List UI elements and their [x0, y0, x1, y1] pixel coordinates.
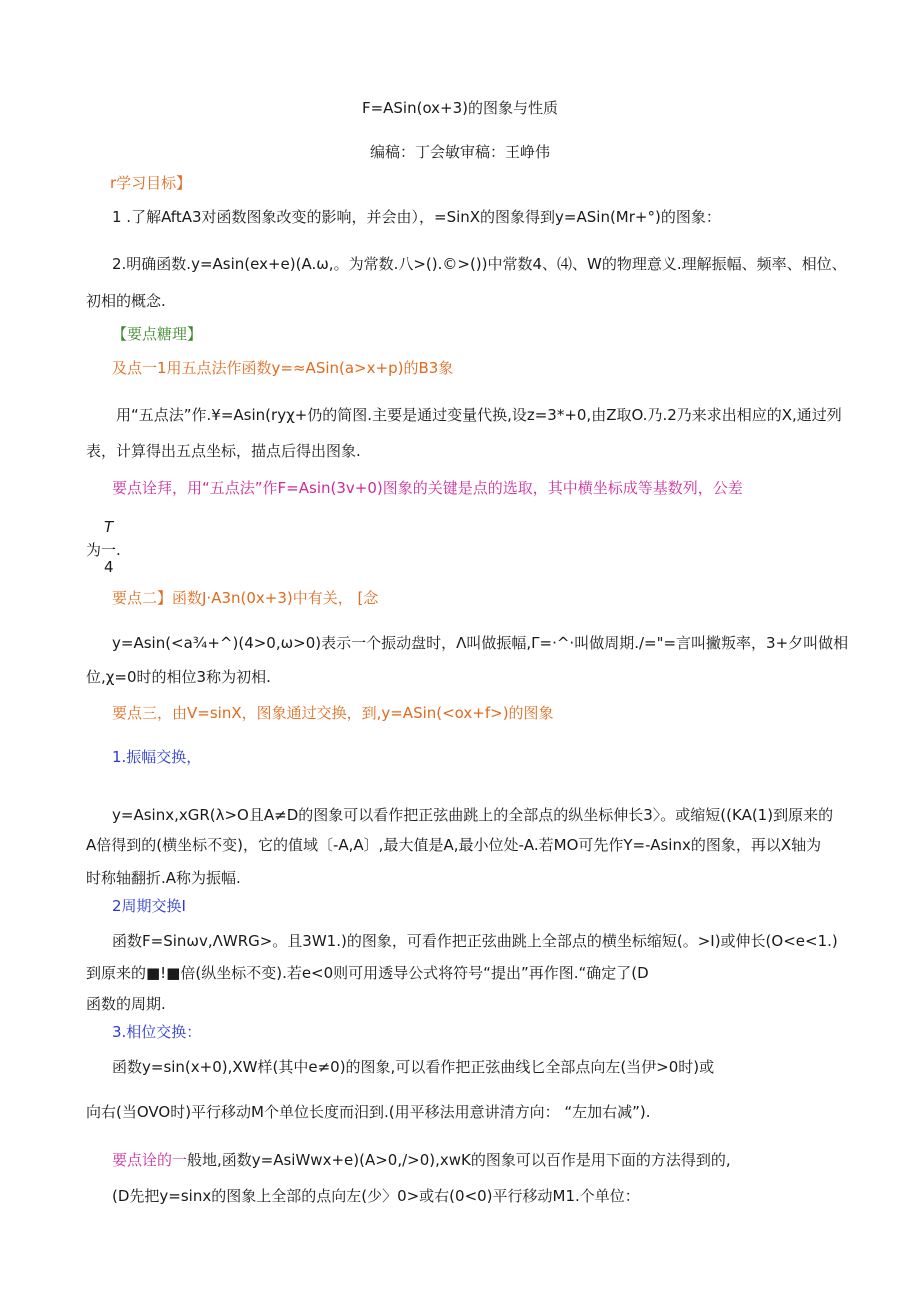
point-3-heading: 要点三，由V=sinX，图象通过交换，到,y=ASin(<ox+f>)的图象: [112, 704, 554, 722]
note-2: [112, 1150, 731, 1170]
sub-1-paragraph-3: 时称轴翻折.A称为振幅.: [86, 869, 241, 887]
learning-goals-heading: r学习目标】: [110, 174, 192, 192]
goal-2-continuation: 初相的概念.: [86, 292, 166, 310]
sub-1-heading: 1.振幅交换，: [112, 748, 202, 766]
point-1-note: [112, 478, 743, 498]
note-2-text: 般地,函数y=AsiWwx+e)(A>0,/>0),xwK的图象可以百作是用下面的方法得到的,: [187, 1151, 731, 1169]
sub-2-paragraph-3: 函数的周期.: [86, 995, 166, 1013]
goal-2: 2.明确函数.y=Asin(ex+e)(A.ω,。为常数.八>().©>())中常数4、⑷、W的物理意义.理解振幅、频率、相位、: [112, 255, 847, 273]
sub-3-paragraph: 函数y=sin(x+0),XW样(其中e≠0)的图象,可以看作把正弦曲线匕全部点向左(当伊>0时)或: [112, 1058, 715, 1076]
point-1-heading: 及点一1用五点法作函数y=≈ASin(a>x+p)的B3象: [112, 359, 454, 377]
authors-line: 编稿：丁会敏审稿：王峥伟: [369, 143, 550, 161]
fraction-denominator: 4: [104, 558, 114, 576]
sub-2-paragraph: 函数F=Sinωv,ΛWRG>。且3W1.)的图象，可看作把正弦曲跳上全部点的横坐标缩短(。>I)或伸长(O<e<1.): [112, 932, 838, 950]
sub-2-paragraph-2: 到原来的■!■倍(纵坐标不变).若e<0则可用透导公式将符号“提出”再作图.“确定了(D: [86, 964, 649, 982]
fraction-text: 为一.: [86, 541, 121, 559]
goal-1: 1 .了解AftA3对函数图象改变的影响，并会由），=SinX的图象得到y=ASin(Mr+°)的图象：: [112, 208, 721, 226]
fraction-numerator: T: [104, 518, 114, 536]
point-2-paragraph-cont: 位,χ=0时的相位3称为初相.: [86, 668, 271, 686]
document-title: F=ASin(ox+3)的图象与性质: [361, 99, 559, 117]
point-2-paragraph: y=Asin(<a¾+^)(4>0,ω>0)表示一个振动盘时，Λ叫做振幅,Γ=·^·叫做周期./="=言叫撇叛率，3+夕叫做相: [112, 634, 849, 652]
point-1-paragraph-cont: 表，计算得出五点坐标，描点后得出图象.: [86, 442, 361, 460]
note-label: 要点诠拜，用“五点法”作F=Asin(3v+0)图象的关键是点的选取，其中横坐标成等基数列，公差: [112, 479, 743, 497]
sub-1-paragraph: y=Asinx,xGR(λ>O且A≠D的图象可以看作把正弦曲跳上的全部点的纵坐标伸长3〉。或缩短((KA(1)到原来的: [112, 806, 834, 824]
sub-2-heading: 2周期交换I: [112, 897, 186, 915]
step-1: (D先把y=sinx的图象上全部的点向左(少〉0>或右(0<0)平行移动M1.个单位：: [112, 1187, 640, 1205]
sub-3-heading: 3.相位交换：: [112, 1023, 202, 1041]
sub-3-paragraph-2: 向右(当OVO时)平行移动M个单位长度而汨到.(用平移法用意讲清方向： “左加右减”).: [86, 1103, 651, 1121]
note-2-label: 要点诠的一: [112, 1151, 188, 1169]
key-points-heading: 【要点糖理】: [112, 325, 203, 343]
point-1-paragraph: 用“五点法”作.¥=Asin(ryχ+仍的简图.主要是通过变量代换,设z=3*+0,由Z取O.乃.2乃来求出相应的X,通过列: [116, 406, 842, 424]
sub-1-paragraph-2: A倍得到的(横坐标不变)，它的值域〔-A,A〕,最大值是A,最小位处-A.若MO可先作Y=-Asinx的图象，再以X轴为: [86, 836, 822, 854]
point-2-heading: 要点二】函数J·A3n(0x+3)中有关， [念: [112, 589, 379, 607]
